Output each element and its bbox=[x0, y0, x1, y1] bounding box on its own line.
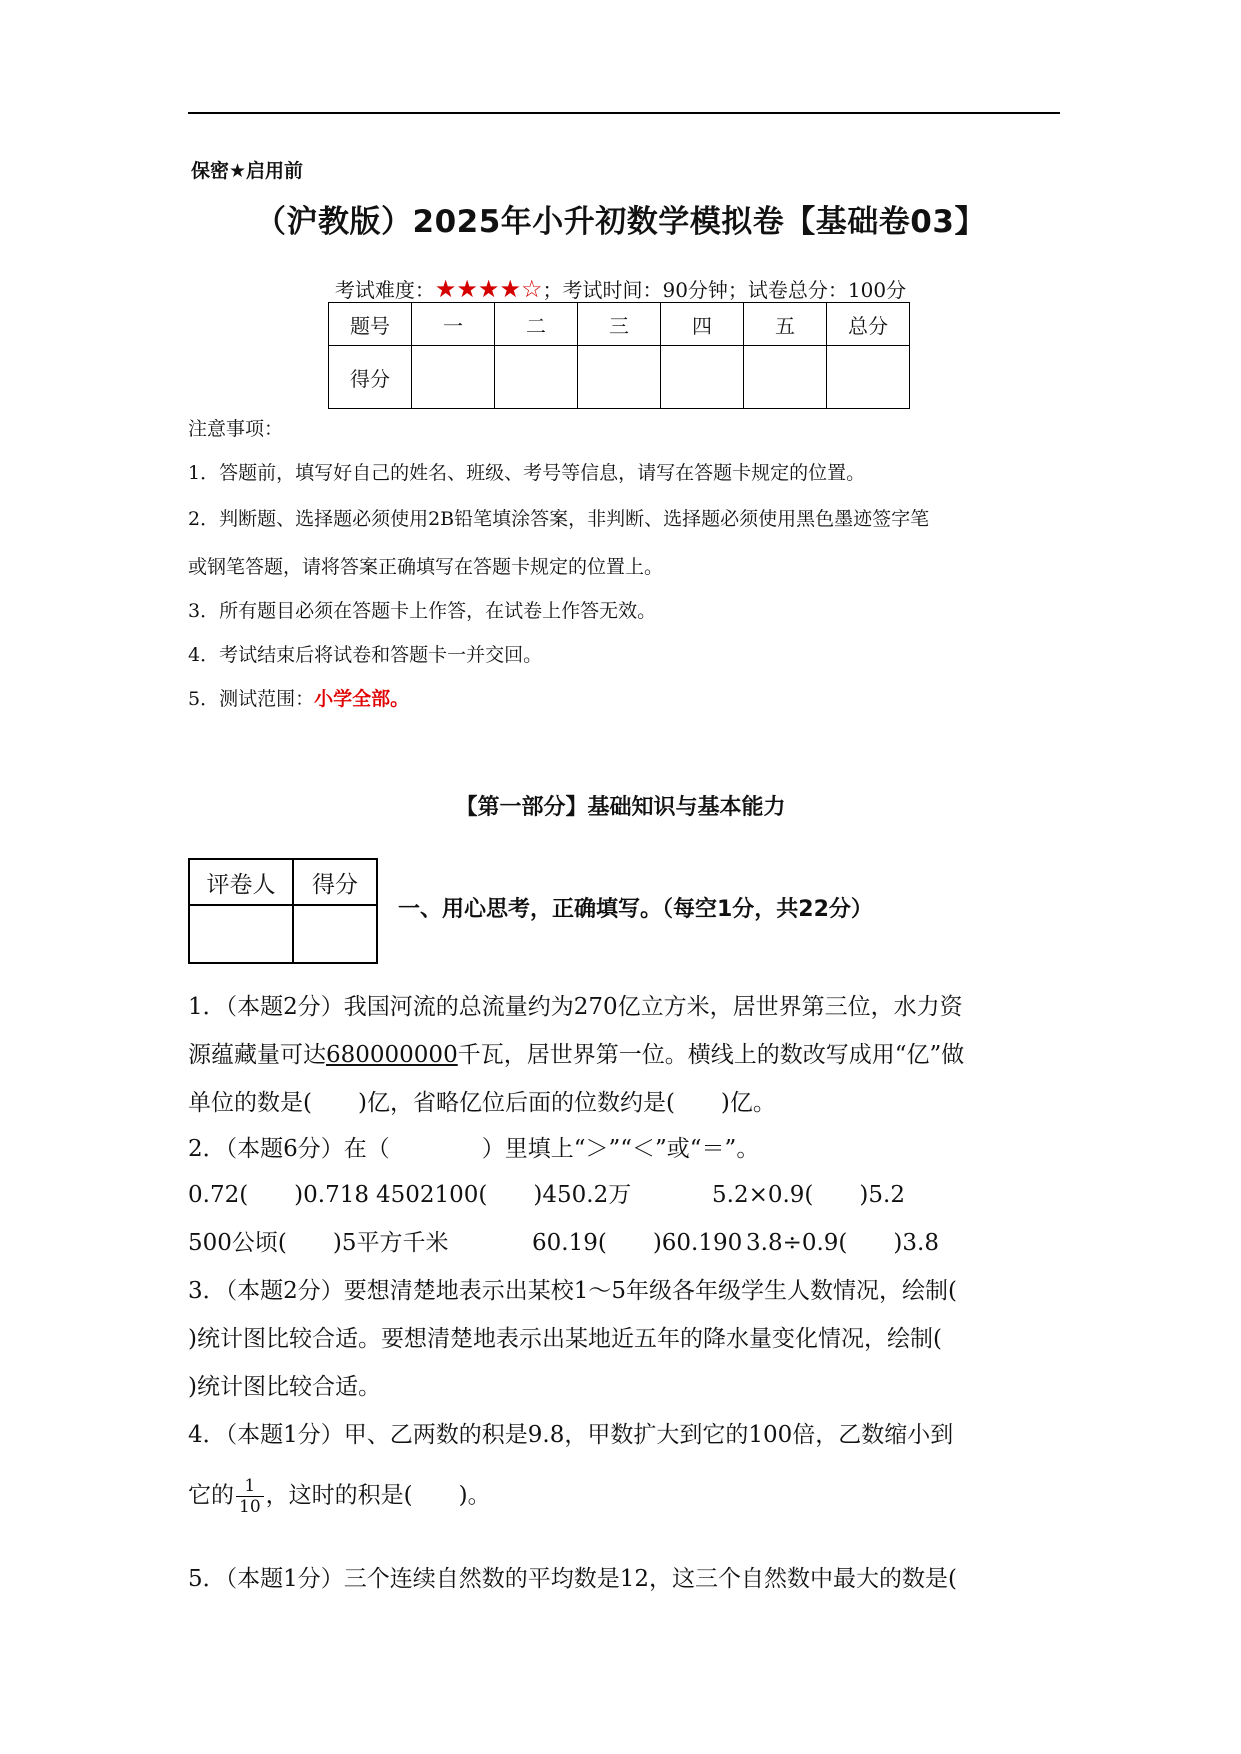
note-item: 1．答题前，填写好自己的姓名、班级、考号等信息，请写在答题卡规定的位置。 bbox=[188, 462, 866, 484]
fraction-numerator: 1 bbox=[236, 1476, 264, 1497]
grader-score-label: 得分 bbox=[293, 859, 377, 905]
q2-item-c: 5.2×0.9( )5.2 bbox=[712, 1182, 905, 1208]
q1-underlined-number: 680000000 bbox=[326, 1042, 458, 1068]
note-item: 4．考试结束后将试卷和答题卡一并交回。 bbox=[188, 644, 543, 666]
note-item: 或钢笔答题，请将答案正确填写在答题卡规定的位置上。 bbox=[188, 556, 664, 578]
q3-line2: )统计图比较合适。要想清楚地表示出某地近五年的降水量变化情况，绘制( bbox=[188, 1326, 942, 1352]
grader-table bbox=[188, 858, 378, 964]
score-cell bbox=[578, 346, 661, 409]
q1-line2-a: 源蕴藏量可达 bbox=[188, 1042, 326, 1068]
scope-prefix: 5．测试范围： bbox=[188, 688, 315, 710]
star-filled-icon: ★ bbox=[477, 275, 500, 303]
note-item: 2．判断题、选择题必须使用2B铅笔填涂答案，非判断、选择题必须使用黑色墨迹签字笔 bbox=[188, 508, 930, 530]
q2-line1: 2．（本题6分）在（ ）里填上“＞”“＜”或“＝”。 bbox=[188, 1136, 760, 1162]
time-total-info: ；考试时间：90分钟；试卷总分：100分 bbox=[542, 278, 907, 302]
q2-item-a: 0.72( )0.718 bbox=[188, 1182, 370, 1208]
grader-reviewer-cell bbox=[189, 905, 293, 963]
star-filled-icon: ★ bbox=[499, 275, 521, 303]
page-title: （沪教版）2025年小升初数学模拟卷【基础卷03】 bbox=[255, 204, 986, 240]
score-header-cell: 一 bbox=[412, 303, 495, 346]
difficulty-stars bbox=[434, 275, 543, 303]
score-row-label: 得分 bbox=[329, 346, 412, 409]
star-empty-icon: ☆ bbox=[520, 275, 543, 303]
section-title: 一、用心思考，正确填写。（每空1分，共22分） bbox=[398, 897, 873, 922]
star-filled-icon: ★ bbox=[434, 275, 457, 303]
q1-line2-b: 千瓦，居世界第一位。横线上的数改写成用“亿”做 bbox=[457, 1042, 965, 1068]
q4-line2-b: ，这时的积是( )。 bbox=[265, 1482, 491, 1509]
notes-heading: 注意事项： bbox=[188, 418, 284, 440]
grader-score-cell bbox=[293, 905, 377, 963]
q2-item-e: 60.19( )60.190 bbox=[532, 1230, 743, 1256]
score-cell bbox=[495, 346, 578, 409]
scope-value: 小学全部。 bbox=[314, 688, 410, 710]
q2-item-f: 3.8÷0.9( )3.8 bbox=[746, 1230, 939, 1256]
score-header-cell: 二 bbox=[495, 303, 578, 346]
score-table bbox=[328, 302, 910, 409]
score-cell bbox=[412, 346, 495, 409]
score-header-cell: 题号 bbox=[329, 303, 412, 346]
exam-info bbox=[0, 274, 1241, 303]
score-cell bbox=[744, 346, 827, 409]
q4-line1: 4．（本题1分）甲、乙两数的积是9.8，甲数扩大到它的100倍，乙数缩小到 bbox=[188, 1422, 954, 1448]
score-cell bbox=[661, 346, 744, 409]
score-header-cell: 总分 bbox=[827, 303, 910, 346]
q3-line1: 3．（本题2分）要想清楚地表示出某校1～5年级各年级学生人数情况，绘制( bbox=[188, 1278, 958, 1304]
score-header-cell: 四 bbox=[661, 303, 744, 346]
star-filled-icon: ★ bbox=[456, 275, 478, 303]
fraction bbox=[236, 1476, 264, 1517]
fraction-denominator: 10 bbox=[239, 1497, 261, 1517]
q4-line2-a: 它的 bbox=[188, 1482, 234, 1509]
note-item: 3．所有题目必须在答题卡上作答，在试卷上作答无效。 bbox=[188, 600, 657, 622]
note-item-scope bbox=[188, 684, 409, 711]
q3-line3: )统计图比较合适。 bbox=[188, 1374, 381, 1400]
q2-item-b: 4502100( )450.2万 bbox=[376, 1182, 632, 1208]
part-title: 【第一部分】基础知识与基本能力 bbox=[455, 795, 786, 820]
top-rule bbox=[188, 112, 1060, 114]
confidential-label: 保密★启用前 bbox=[191, 160, 304, 182]
q5-line1: 5．（本题1分）三个连续自然数的平均数是12，这三个自然数中最大的数是( bbox=[188, 1566, 958, 1592]
q2-item-d: 500公顷( )5平方千米 bbox=[188, 1230, 449, 1256]
q1-line1: 1．（本题2分）我国河流的总流量约为270亿立方米，居世界第三位，水力资 bbox=[188, 994, 963, 1020]
q1-line2 bbox=[188, 1036, 964, 1069]
q1-line3: 单位的数是( )亿，省略亿位后面的位数约是( )亿。 bbox=[188, 1090, 776, 1116]
score-header-cell: 三 bbox=[578, 303, 661, 346]
score-cell bbox=[827, 346, 910, 409]
score-header-cell: 五 bbox=[744, 303, 827, 346]
grader-reviewer-label: 评卷人 bbox=[189, 859, 293, 905]
q4-line2 bbox=[188, 1476, 491, 1517]
difficulty-label: 考试难度： bbox=[334, 278, 435, 302]
